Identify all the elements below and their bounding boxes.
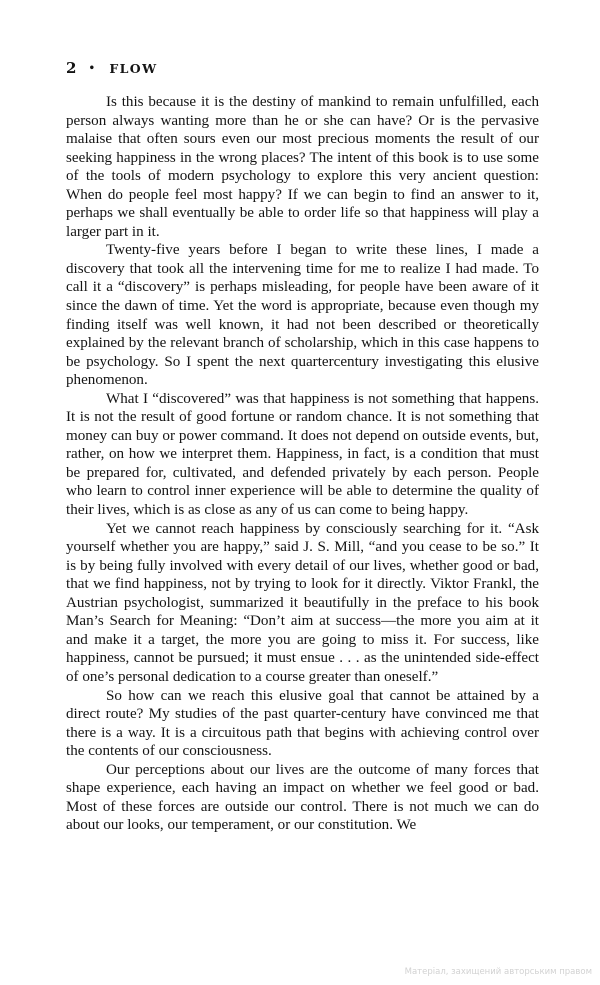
paragraph: Is this because it is the destiny of mankind to remain unfulfilled, each person always wanting more than he or she can have? Or is the pervasive malaise that often sours even our most precious moments the result of our seeking happiness in the wrong places? The intent of this book is to use some of the tools of modern psychology to explore this very ancient question: When do people feel most happy? If we can begin to find an answer to it, perhaps we shall eventually be able to order life so that happiness will play a larger part in it. [66, 94, 539, 240]
paragraph: Our perceptions about our lives are the outcome of many forces that shape experience, each having an impact on whether we feel good or bad. Most of these forces are outside our control. There is not much we can do about our looks, our temperament, or our constitution. We [66, 761, 539, 834]
copyright-watermark: Матеріал, захищений авторським правом [404, 967, 592, 977]
paragraph: Twenty-five years before I began to write these lines, I made a discovery that took all the intervening time for me to realize I had made. To call it a “discovery” is perhaps misleading, for people have been aware of it since the dawn of time. Yet the word is appropriate, because even though my finding itself was well known, it had not been described or theoretically explained by the relevant branch of scholarship, which in this case happens to be psychology. So I spent the next quartercentury investigating this elusive phenomenon. [66, 242, 539, 389]
bullet-separator: • [88, 63, 96, 74]
paragraph: So how can we reach this elusive goal that cannot be attained by a direct route? My studies of the past quarter-century have convinced me that there is a way. It is a circuitous path that begins with achieving control over the contents of our consciousness. [66, 687, 539, 760]
book-title: FLOW [109, 61, 158, 76]
paragraph: Yet we cannot reach happiness by consciously searching for it. “Ask yourself whether you are happy,” said J. S. Mill, “and you cease to be so.” It is by being fully involved with every detail of our lives, whether good or bad, that we find happiness, not by trying to look for it directly. Viktor Frankl, the Austrian psychologist, summarized it beautifully in the preface to his book Man’s Search for Meaning: “Don’t aim at success—the more you aim at it and make it a target, the more you are going to miss it. For success, like happiness, cannot be pursued; it must ensue . . . as the unintended side-effect of one’s personal dedication to a course greater than oneself.” [66, 520, 539, 685]
running-head [66, 59, 158, 77]
paragraph: What I “discovered” was that happiness is not something that happens. It is not the result of good fortune or random chance. It is not something that money can buy or power command. It does not depend on outside events, but, rather, on how we interpret them. Happiness, in fact, is a condition that must be prepared for, cultivated, and defended privately by each person. People who learn to control inner experience will be able to determine the quality of their lives, which is as close as any of us can come to being happy. [66, 390, 539, 519]
body-text [66, 93, 539, 835]
page-number: 2 [66, 59, 77, 77]
